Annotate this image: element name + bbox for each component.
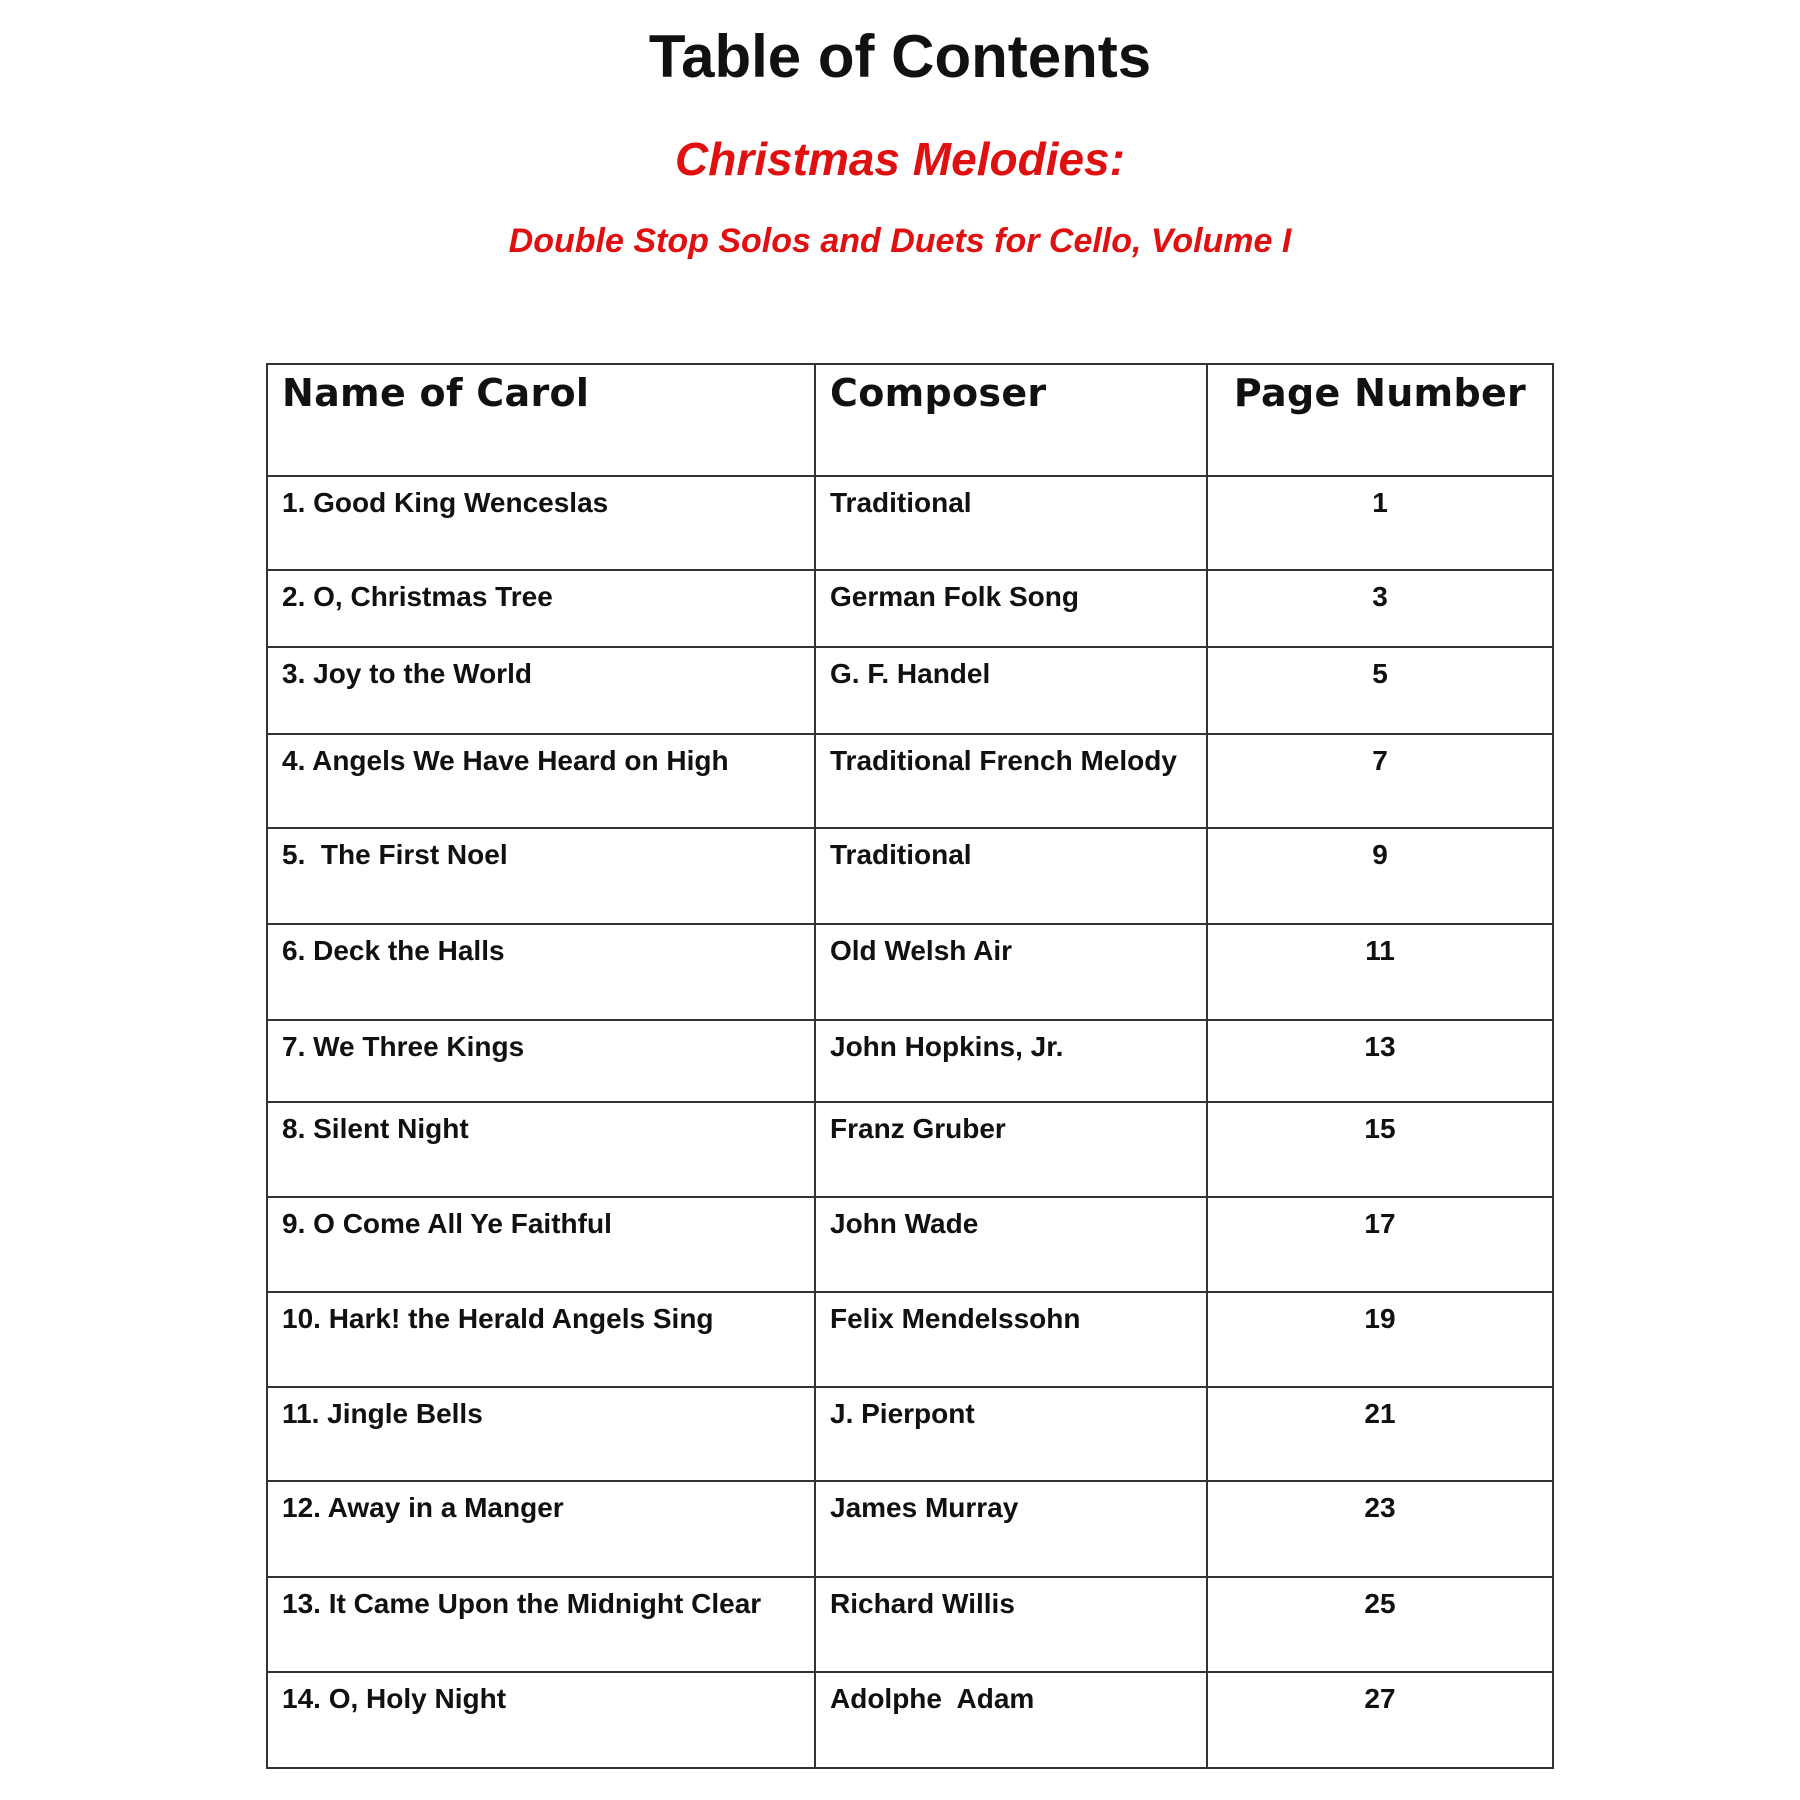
carol-name: 11. Jingle Bells xyxy=(267,1387,815,1481)
carol-composer: J. Pierpont xyxy=(815,1387,1207,1481)
table-row xyxy=(267,734,1553,828)
carol-name: 1. Good King Wenceslas xyxy=(267,476,815,570)
carol-page: 25 xyxy=(1207,1577,1553,1672)
table-row xyxy=(267,570,1553,647)
book-title: Christmas Melodies: xyxy=(675,133,1125,185)
carol-page: 13 xyxy=(1207,1020,1553,1102)
book-subtitle: Double Stop Solos and Duets for Cello, Volume I xyxy=(508,222,1292,260)
table-row xyxy=(267,1577,1553,1672)
carol-page: 27 xyxy=(1207,1672,1553,1768)
page-title: Table of Contents xyxy=(648,23,1152,90)
table-row xyxy=(267,1197,1553,1292)
carol-page: 5 xyxy=(1207,647,1553,734)
carol-name: 2. O, Christmas Tree xyxy=(267,570,815,647)
carol-composer: Traditional French Melody xyxy=(815,734,1207,828)
carol-composer: G. F. Handel xyxy=(815,647,1207,734)
carol-name: 6. Deck the Halls xyxy=(267,924,815,1020)
carol-composer: Richard Willis xyxy=(815,1577,1207,1672)
header-name-of-carol: Name of Carol xyxy=(267,364,815,476)
carol-name: 3. Joy to the World xyxy=(267,647,815,734)
carol-page: 9 xyxy=(1207,828,1553,924)
carol-name: 14. O, Holy Night xyxy=(267,1672,815,1768)
carol-name: 5. The First Noel xyxy=(267,828,815,924)
header-composer: Composer xyxy=(815,364,1207,476)
carol-composer: John Hopkins, Jr. xyxy=(815,1020,1207,1102)
carol-page: 3 xyxy=(1207,570,1553,647)
carol-page: 1 xyxy=(1207,476,1553,570)
table-row xyxy=(267,1672,1553,1768)
header-page-number: Page Number xyxy=(1207,364,1553,476)
table-row xyxy=(267,828,1553,924)
table-row xyxy=(267,1387,1553,1481)
carol-composer: John Wade xyxy=(815,1197,1207,1292)
table-row xyxy=(267,647,1553,734)
carol-page: 17 xyxy=(1207,1197,1553,1292)
contents-table xyxy=(266,363,1554,1769)
carol-composer: Traditional xyxy=(815,476,1207,570)
carol-composer: Felix Mendelssohn xyxy=(815,1292,1207,1387)
carol-page: 15 xyxy=(1207,1102,1553,1197)
carol-composer: Traditional xyxy=(815,828,1207,924)
carol-page: 7 xyxy=(1207,734,1553,828)
carol-composer: James Murray xyxy=(815,1481,1207,1577)
carol-name: 12. Away in a Manger xyxy=(267,1481,815,1577)
table-row xyxy=(267,1481,1553,1577)
carol-name: 10. Hark! the Herald Angels Sing xyxy=(267,1292,815,1387)
carol-name: 13. It Came Upon the Midnight Clear xyxy=(267,1577,815,1672)
table-row xyxy=(267,1292,1553,1387)
carol-page: 19 xyxy=(1207,1292,1553,1387)
carol-composer: Old Welsh Air xyxy=(815,924,1207,1020)
carol-page: 21 xyxy=(1207,1387,1553,1481)
carol-name: 8. Silent Night xyxy=(267,1102,815,1197)
carol-composer: Franz Gruber xyxy=(815,1102,1207,1197)
carol-name: 4. Angels We Have Heard on High xyxy=(267,734,815,828)
table-row xyxy=(267,476,1553,570)
carol-page: 11 xyxy=(1207,924,1553,1020)
table-row xyxy=(267,1020,1553,1102)
carol-composer: Adolphe Adam xyxy=(815,1672,1207,1768)
carol-page: 23 xyxy=(1207,1481,1553,1577)
carol-name: 7. We Three Kings xyxy=(267,1020,815,1102)
carol-composer: German Folk Song xyxy=(815,570,1207,647)
table-row xyxy=(267,1102,1553,1197)
carol-name: 9. O Come All Ye Faithful xyxy=(267,1197,815,1292)
table-row xyxy=(267,924,1553,1020)
table-header-row xyxy=(267,364,1553,476)
